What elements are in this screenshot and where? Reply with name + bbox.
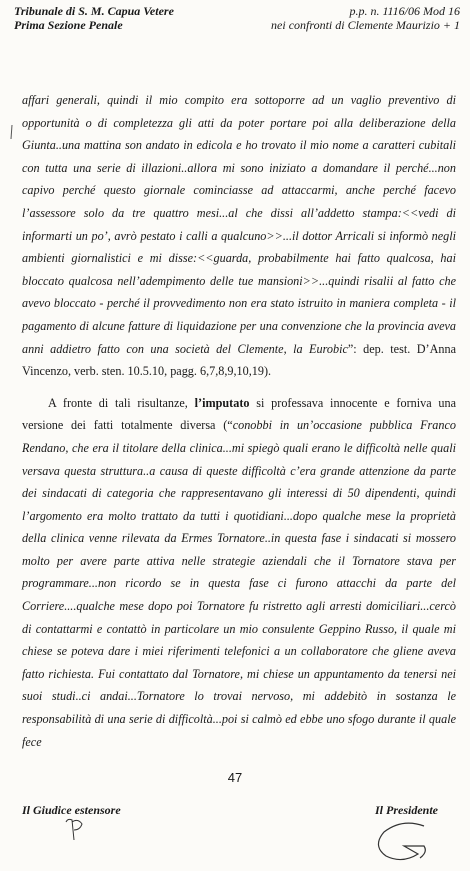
testimony-quote: affari generali, quindi il mio compito era sottoporre ad un vaglio preventivo di opportunità o di completezza gli atti da poter portare poi alla deliberazione della Giunta..una mattina son andato in edicola e ho trovato il mio nome a caratteri cubitali con tutta una serie di illazioni..allora mi sono iniziato a domandare il perché...non capivo perché questo giornale cominciasse ad attaccarmi, anche perché facevo l’assessore solo da tre quattro mesi...al che dissi all’addetto stampa:<<vedi di informarti un po’, avrò pestato i calli a qualcuno>>...il dottor Arricali si informò negli ambienti giornalistici e mi disse:<<guarda, probabilmente hai fatto qualcosa, hai bloccato qualcosa nell’adempimento delle tue mansioni>>...quindi risalii al fatto che avevo bloccato - perché il provvedimento non era stato istruito in maniera completa - il pagamento di alcune fatture di liquidazione per una convenzione che la provincia aveva anni addietro fatto con una società del Clemente, la Eurobic: [22, 93, 456, 356]
testimony-paragraph: [22, 89, 456, 383]
case-number: p.p. n. 1116/06 Mod 16: [349, 4, 460, 18]
document-body: [22, 89, 456, 753]
president-label: Il Presidente: [375, 803, 438, 817]
judge-signature: [58, 816, 98, 856]
defendant-quote: conobbi in un’occasione pubblica Franco Rendano, che era il titolare della clinica...mi spiegò quali erano le difficoltà nelle quali versava questa struttura..a causa di queste difficoltà c’era grande attenzione da parte dei sindacati di categoria che rappresentavano gli interessi di 50 dipendenti, quindi l’argomento era molto trattato da tutti i quotidiani...dopo qualche mese la proprietà della clinica venne rilevata da Ermes Tornatore..in questa fase i sindacati si mossero molto per avere parte attiva nelle strategie aziendali che il Tornatore stava per programmare...non ricordo se in questa fase ci furono attacchi da parte del Corriere....qualche mese dopo poi Tornatore fu ristretto agli arresti domiciliari...cercò di contattarmi e contattò in particolare un mio consulente Geppino Russo, il quale mi chiese se poteva dare i miei riferimenti telefonici a un collaboratore che gliene aveva fatto richiesta. Fui contattato dal Tornatore, mi chiese un appuntamento da tenersi nei suoi studi..ci andai...Tornatore lo trovai nervoso, mi addebitò in sostanza le responsabilità di una serie di difficoltà...poi si calmò ed ebbe uno sfogo durante il quale fece: [22, 418, 456, 749]
page-header: [14, 4, 460, 38]
defendant-term: l’imputato: [194, 395, 250, 410]
court-heading: [14, 4, 174, 32]
case-defendants: nei confronti di Clemente Maurizio + 1: [271, 18, 460, 32]
defendant-statement-intro: si professava innocente e forniva una versione dei fatti totalmente diversa (“: [22, 395, 456, 433]
defendant-paragraph: [22, 392, 456, 754]
president-signature: [362, 816, 442, 866]
court-section: Prima Sezione Penale: [14, 18, 123, 32]
case-reference: [271, 4, 460, 32]
court-name: Tribunale di S. M. Capua Vetere: [14, 4, 174, 18]
defendant-intro: A fronte di tali risultanze,: [48, 395, 195, 410]
testimony-citation: ”: dep. test. D’Anna Vincenzo, verb. sten. 10.5.10, pagg. 6,7,8,9,10,19).: [22, 341, 456, 379]
judge-label: Il Giudice estensore: [22, 803, 121, 817]
page-number: 47: [227, 770, 243, 785]
margin-mark: [10, 125, 14, 139]
